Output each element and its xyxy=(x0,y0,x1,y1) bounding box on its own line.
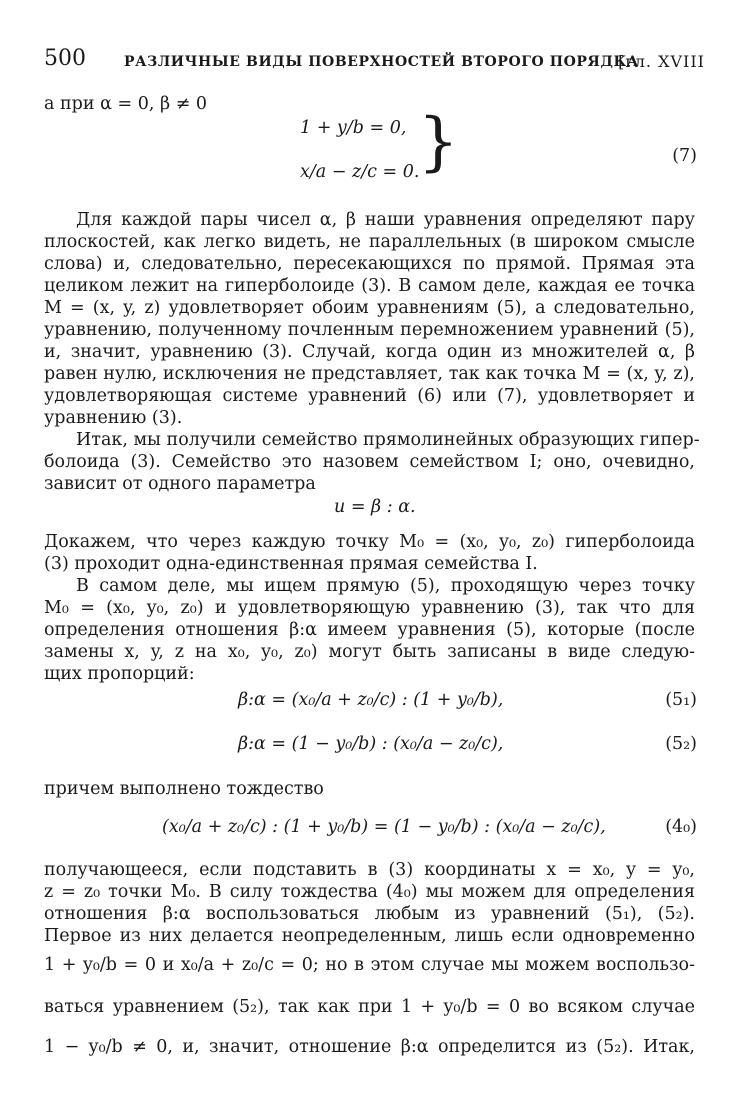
text-line: M₀ = (x₀, y₀, z₀) и удовлетворяющую уравнению (3), так что для xyxy=(44,598,695,618)
text-line: 1 − y₀/b ≠ 0, и, значит, отношение β:α определится из (5₂). Итак, xyxy=(44,1037,695,1057)
text-line: ваться уравнением (5₂), так как при 1 + y₀/b = 0 во всяком случае xyxy=(44,997,695,1017)
text-line: (3) проходит одна-единственная прямая семейства I. xyxy=(44,554,538,574)
text-line: слова) и, следовательно, пересекающихся по прямой. Прямая эта xyxy=(44,254,695,274)
eq7-line2: x/a − z/c = 0. xyxy=(300,162,420,182)
text-line: z = z₀ точки M₀. В силу тождества (4₀) мы можем для определения xyxy=(44,882,695,902)
text-line: причем выполнено тождество xyxy=(44,779,324,799)
text-line: уравнению, полученному почленным перемножением уравнений (5), xyxy=(44,320,695,340)
text-line: Докажем, что через каждую точку M₀ = (x₀, y₀, z₀) гиперболоида xyxy=(44,532,695,552)
text-line: 1 + y₀/b = 0 и x₀/a + z₀/c = 0; но в этом случае мы можем воспользо- xyxy=(44,955,695,975)
text-line: равен нулю, исключения не представляет, так как точка M = (x, y, z), xyxy=(44,364,695,384)
text-line: Первое из них делается неопределенным, лишь если одновременно xyxy=(44,926,695,946)
text-line: отношения β:α воспользоваться любым из уравнений (5₁), (5₂). xyxy=(44,904,695,924)
eq52-tag: (5₂) xyxy=(665,734,697,754)
right-brace: } xyxy=(418,105,459,179)
equation-u: u = β : α. xyxy=(334,497,416,517)
text-line: В самом деле, мы ищем прямую (5), проходящую через точку xyxy=(76,576,695,596)
running-title: РАЗЛИЧНЫЕ ВИДЫ ПОВЕРХНОСТЕЙ ВТОРОГО ПОРЯДКА xyxy=(124,54,639,70)
text-line: щих пропорций: xyxy=(44,664,195,684)
text-line: Для каждой пары чисел α, β наши уравнения определяют пару xyxy=(76,210,695,230)
text-line: плоскостей, как легко видеть, не параллельных (в широком смысле xyxy=(44,232,695,252)
text-line: удовлетворяющая системе уравнений (6) или (7), удовлетворяет и xyxy=(44,386,695,406)
text-line: получающееся, если подставить в (3) координаты x = x₀, y = y₀, xyxy=(44,860,695,880)
intro-line: а при α = 0, β ≠ 0 xyxy=(44,94,207,114)
page-number: 500 xyxy=(44,46,86,71)
equation-5-1: β:α = (x₀/a + z₀/c) : (1 + y₀/b), xyxy=(238,690,504,710)
text-line: M = (x, y, z) удовлетворяет обоим уравнениям (5), а следовательно, xyxy=(44,298,695,318)
equation-4-0: (x₀/a + z₀/c) : (1 + y₀/b) = (1 − y₀/b) : (x₀/a − z₀/c), xyxy=(162,817,606,837)
text-line: целиком лежит на гиперболоиде (3). В самом деле, каждая ее точка xyxy=(44,276,695,296)
eq7-line1: 1 + y/b = 0, xyxy=(300,118,407,138)
text-line: замены x, y, z на x₀, y₀, z₀) могут быть записаны в виде следую- xyxy=(44,642,695,662)
eq40-tag: (4₀) xyxy=(665,817,697,837)
text-line: уравнению (3). xyxy=(44,408,183,428)
text-line: Итак, мы получили семейство прямолинейных образующих гипер- xyxy=(76,430,700,450)
text-line: болоида (3). Семейство это назовем семейством I; оно, очевидно, xyxy=(44,452,695,472)
chapter-label: [гл. XVIII xyxy=(618,52,705,71)
eq51-tag: (5₁) xyxy=(665,690,697,710)
equation-5-2: β:α = (1 − y₀/b) : (x₀/a − z₀/c), xyxy=(238,734,504,754)
text-line: зависит от одного параметра xyxy=(44,474,316,494)
eq7-tag: (7) xyxy=(672,146,697,166)
text-line: определения отношения β:α имеем уравнения (5), которые (после xyxy=(44,620,695,640)
text-line: и, значит, уравнению (3). Случай, когда один из множителей α, β xyxy=(44,342,695,362)
running-header xyxy=(44,48,705,72)
